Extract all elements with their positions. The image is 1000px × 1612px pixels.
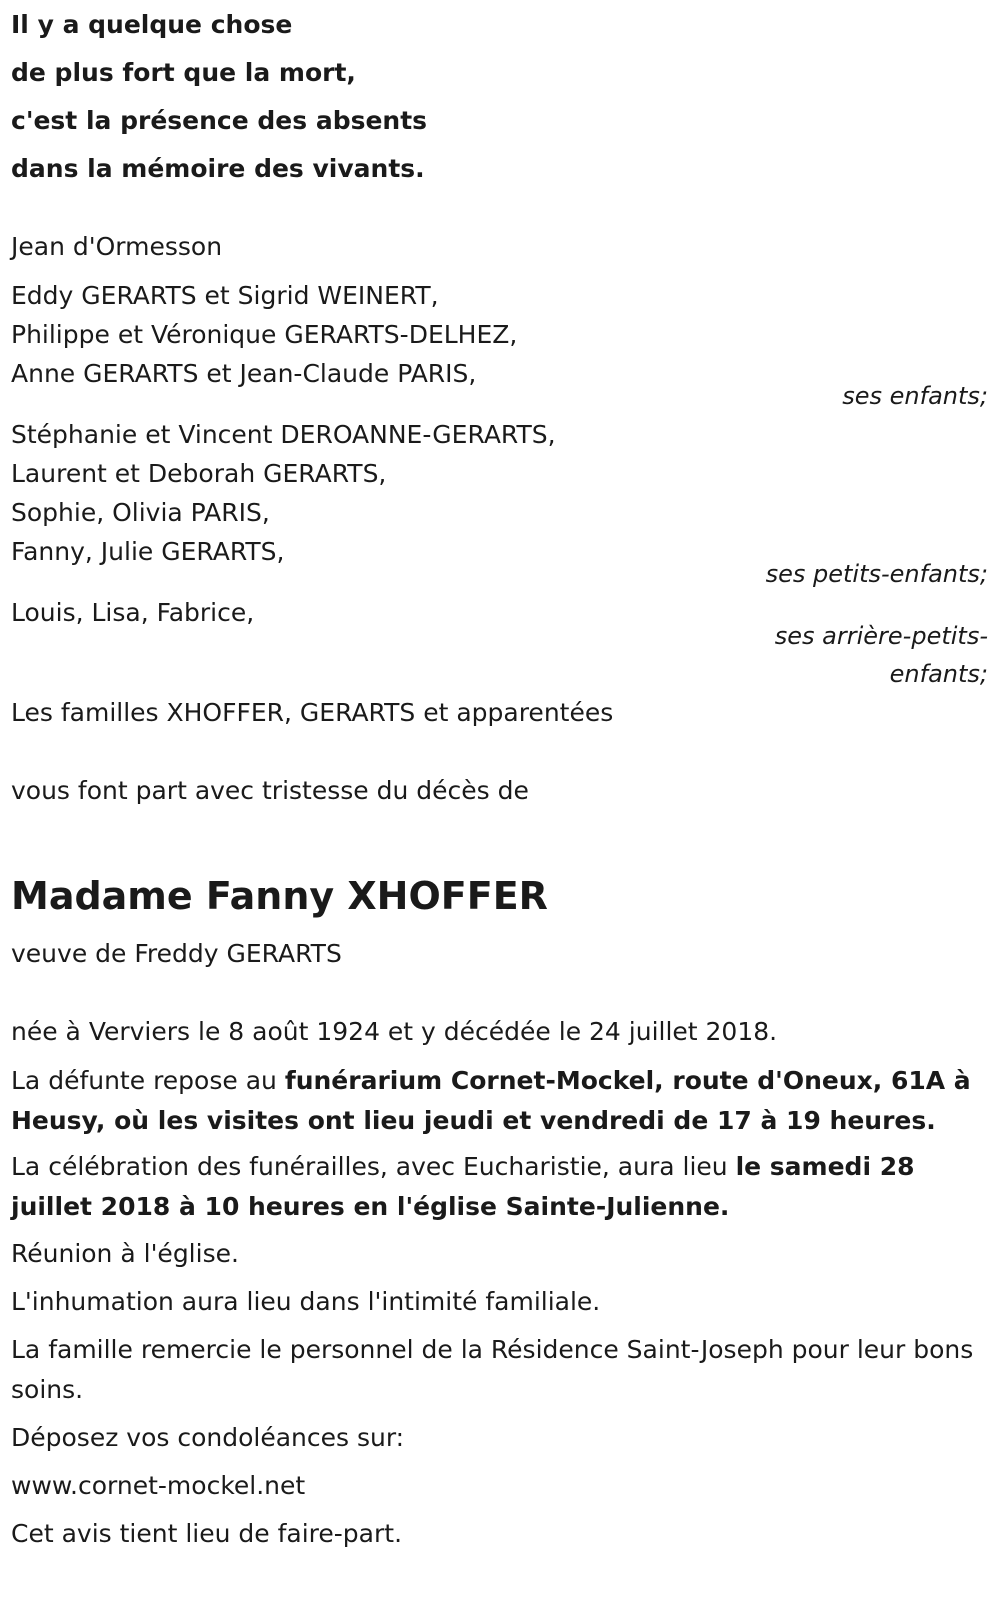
quote-author: Jean d'Ormesson bbox=[11, 232, 223, 261]
announcement-line: vous font part avec tristesse du décès de bbox=[11, 776, 529, 805]
grandchild-line-2: Laurent et Deborah GERARTS, bbox=[11, 459, 387, 488]
reunion-line: Réunion à l'église. bbox=[11, 1239, 239, 1268]
child-line-3: Anne GERARTS et Jean-Claude PARIS, bbox=[11, 359, 477, 388]
celebration-paragraph bbox=[11, 1147, 986, 1227]
quote-line-1: Il y a quelque chose bbox=[11, 10, 293, 39]
relation-great-grandchildren-2: enfants; bbox=[889, 660, 988, 688]
inhumation-line: L'inhumation aura lieu dans l'intimité familiale. bbox=[11, 1287, 601, 1316]
repose-details: funérarium Cornet-Mockel, route d'Oneux, 61A à Heusy, où les visites ont lieu jeudi et vendredi de 17 à 19 heures. bbox=[11, 1066, 971, 1135]
relation-great-grandchildren-1: ses arrière-petits- bbox=[774, 622, 988, 650]
birth-death-line: née à Verviers le 8 août 1924 et y décédée le 24 juillet 2018. bbox=[11, 1017, 778, 1046]
families-line: Les familles XHOFFER, GERARTS et apparentées bbox=[11, 698, 614, 727]
thanks-paragraph: La famille remercie le personnel de la Résidence Saint-Joseph pour leur bons soins. bbox=[11, 1335, 974, 1404]
repose-paragraph bbox=[11, 1061, 986, 1141]
relation-children: ses enfants; bbox=[842, 382, 988, 410]
widow-of-line: veuve de Freddy GERARTS bbox=[11, 939, 342, 968]
repose-prefix: La défunte repose au bbox=[11, 1066, 285, 1095]
quote-line-3: c'est la présence des absents bbox=[11, 106, 428, 135]
condolences-label: Déposez vos condoléances sur: bbox=[11, 1423, 405, 1452]
grandchild-line-3: Sophie, Olivia PARIS, bbox=[11, 498, 270, 527]
footer-line: Cet avis tient lieu de faire-part. bbox=[11, 1519, 403, 1548]
celebration-prefix: La célébration des funérailles, avec Eucharistie, aura lieu bbox=[11, 1152, 736, 1181]
child-line-1: Eddy GERARTS et Sigrid WEINERT, bbox=[11, 281, 439, 310]
grandchild-line-4: Fanny, Julie GERARTS, bbox=[11, 537, 285, 566]
quote-line-4: dans la mémoire des vivants. bbox=[11, 154, 425, 183]
grandchild-line-1: Stéphanie et Vincent DEROANNE-GERARTS, bbox=[11, 420, 556, 449]
celebration-details: le samedi 28 juillet 2018 à 10 heures en l'église Sainte-Julienne. bbox=[11, 1152, 915, 1221]
great-grandchild-line-1: Louis, Lisa, Fabrice, bbox=[11, 598, 255, 627]
website-link[interactable]: www.cornet-mockel.net bbox=[11, 1471, 306, 1500]
relation-grandchildren: ses petits-enfants; bbox=[765, 560, 988, 588]
child-line-2: Philippe et Véronique GERARTS-DELHEZ, bbox=[11, 320, 518, 349]
deceased-name: Madame Fanny XHOFFER bbox=[11, 874, 548, 918]
quote-line-2: de plus fort que la mort, bbox=[11, 58, 356, 87]
